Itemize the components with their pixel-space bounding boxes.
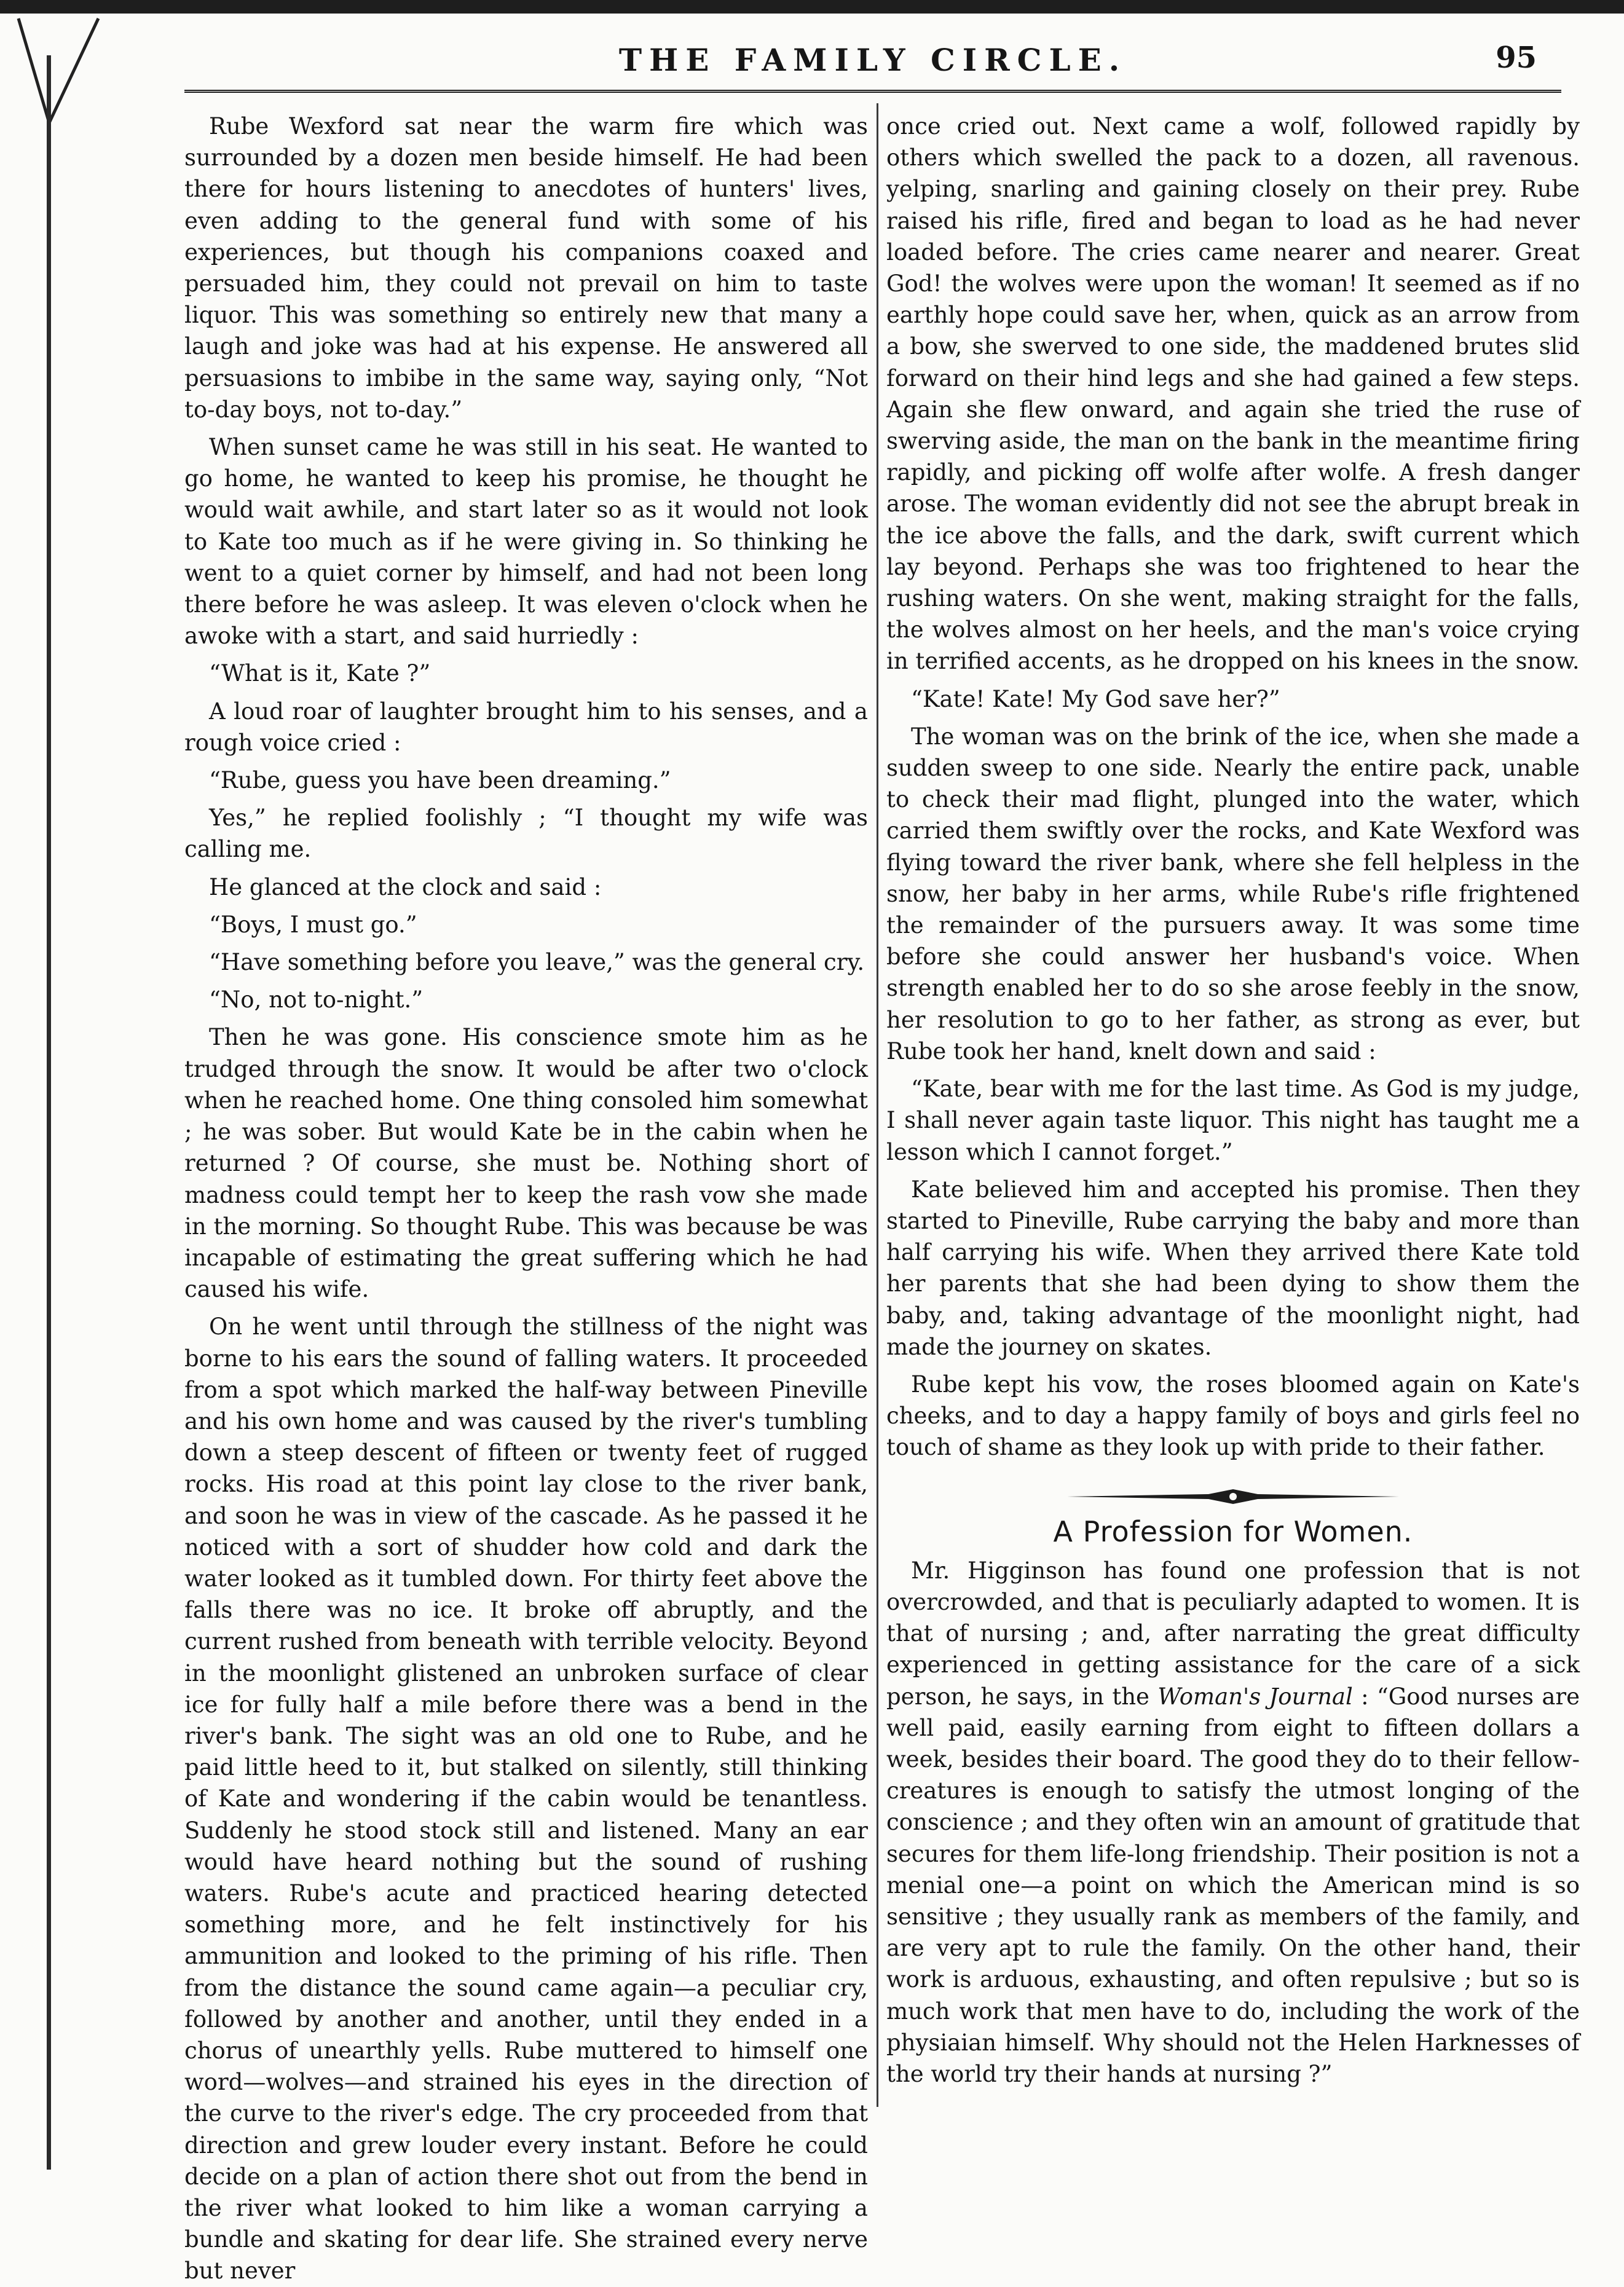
paragraph: “Kate! Kate! My God save her?” <box>911 685 1280 712</box>
paragraph: Rube Wexford sat near the warm fire which was surrounded by a dozen men beside himself. He had been there for hours listening to anecdotes of hunters' lives, even adding to the general fund with some of his experiences, but though his companions coaxed and persuaded him, they could not prevail on him to taste liquor. This was something so entirely new that many a laugh and joke was had at his expense. He answered all persuasions to imbibe in the same way, saying only, “Not to-day boys, not to-day.” <box>184 113 868 423</box>
binding-mark-icon <box>12 12 104 135</box>
ornament-divider-icon <box>1067 1488 1399 1505</box>
paragraph: “Rube, guess you have been dreaming.” <box>209 767 671 794</box>
right-column <box>886 111 1580 2132</box>
paragraph: Then he was gone. His conscience smote him as he trudged through the snow. It would be after two o'clock when he reached home. One thing consoled him somewhat ; he was sober. But would Kate be in the cabin when he returned ? Of course, she must be. Nothing short of madness could tempt her to keep the rash vow she made in the morning. So thought Rube. This was because be was incapable of estimating the great suffering which he had caused his wife. <box>184 1024 868 1303</box>
top-edge-band <box>0 0 1624 14</box>
paragraph-part: Mr. Higginson has found one profession that is not overcrowded, and that is peculiarly adapted to women. It is that of nursing ; and, after narrating the great difficulty experienced in getting assistance for the care of a sick person, he says, in the <box>886 1557 1580 1710</box>
paragraph: “Kate, bear with me for the last time. As God is my judge, I shall never again taste liquor. This night has taught me a lesson which I cannot forget.” <box>886 1076 1580 1165</box>
section-title: A Profession for Women. <box>1053 1514 1413 1548</box>
paragraph: once cried out. Next came a wolf, followed rapidly by others which swelled the pack to a dozen, all ravenous. yelping, snarling and gaining closely on their prey. Rube raised his rifle, fired and began to load as he had never loaded before. The cries came nearer and nearer. Great God! the wolves were upon the woman! It seemed as if no earthly hope could save her, when, quick as an arrow from a bow, she swerved to one side, the maddened brutes slid forward on their hind legs and she had gained a few steps. Again she flew onward, and again she tried the ruse of swerving aside, the man on the bank in the meantime firing rapidly, and picking off wolfe after wolfe. A fresh danger arose. The woman evidently did not see the abrupt break in the ice above the falls, and the dark, swift current which lay beyond. Perhaps she was too frightened to hear the rushing waters. On she went, making straight for the falls, the wolves almost on her heels, and the man's voice crying in terrified accents, as he dropped on his knees in the snow. <box>886 113 1580 675</box>
paragraph: “What is it, Kate ?” <box>209 660 431 687</box>
paragraph: On he went until through the stillness of the night was borne to his ears the sound of falling waters. It proceeded from a spot which marked the half-way between Pineville and his own home and was caused by the river's tumbling down a steep descent of fifteen or twenty feet of rugged rocks. His road at this point lay close to the river bank, and soon he was in view of the cascade. As he passed it he noticed with a sort of shudder how cold and dark the water looked as it tumbled down. For thirty feet above the falls there was no ice. It broke off abruptly, and the current rushed from beneath with terrible velocity. Beyond in the moonlight glistened an unbroken surface of clear ice for fully half a mile before there was a bend in the river's bank. The sight was an old one to Rube, and he paid little heed to it, but stalked on silently, still thinking of Kate and wondering if the cabin would be tenantless. Suddenly he stood stock still and listened. Many an ear would have heard nothing but the sound of rushing waters. Rube's acute and practiced hearing detected something more, and he felt instinctively for his ammunition and looked to the priming of his rifle. Then from the distance the sound came again—a peculiar cry, followed by another and another, until they ended in a chorus of unearthly yells. Rube muttered to himself one word—wolves—and strained his eyes in the direction of the curve to the river's edge. The cry proceeded from that direction and grew louder every instant. Before he could decide on a plan of action there shot out from the bend in the river what looked to him like a woman carrying a bundle and skating for dear life. She strained every nerve but never <box>184 1313 868 2285</box>
paragraph: When sunset came he was still in his seat. He wanted to go home, he wanted to keep his promise, he thought he would wait awhile, and start later so as it would not look to Kate too much as if he were giving in. So thinking he went to a quiet corner by himself, and had not been long there before he was asleep. It was eleven o'clock when he awoke with a start, and said hurriedly : <box>184 434 868 650</box>
journal-name: Woman's Journal <box>1157 1683 1353 1710</box>
column-divider <box>877 103 878 2107</box>
page-header <box>184 34 1561 93</box>
paragraph-part: : “Good nurses are well paid, easily earning from eight to fifteen dollars a week, besides their board. The good they do to their fellow-creatures is enough to satisfy the utmost longing of the conscience ; and they often win an amount of gratitude that secures for them life-long friendship. Their position is not a menial one—a point on which the American mind is so sensitive ; they usually rank as members of the family, and are very apt to rule the family. On the other hand, their work is arduous, exhausting, and often repulsive ; but so is much work that men have to do, including the work of the physiaian himself. Why should not the Helen Harknesses of the world try their hands at nursing ?” <box>886 1683 1580 2087</box>
paragraph: The woman was on the brink of the ice, when she made a sudden sweep to one side. Nearly the entire pack, unable to check their mad flight, plunged into the water, which carried them swiftly over the rocks, and Kate Wexford was flying toward the river bank, where she fell helpless in the snow, her baby in her arms, while Rube's rifle frightened the remainder of the pursuers away. It was some time before she could answer her husband's voice. When strength enabled her to do so she arose feebly in the snow, her resolution to go to her father, as strong as ever, but Rube took her hand, knelt down and said : <box>886 723 1580 1065</box>
paragraph: Yes,” he replied foolishly ; “I thought my wife was calling me. <box>184 805 868 863</box>
paragraph <box>886 1555 1580 2090</box>
running-title: THE FAMILY CIRCLE. <box>618 42 1127 78</box>
paragraph: He glanced at the clock and said : <box>209 873 602 900</box>
left-margin-line <box>47 55 51 2170</box>
paragraph: Rube kept his vow, the roses bloomed again on Kate's cheeks, and to day a happy family of boys and girls feel no touch of shame as they look up with pride to their father. <box>886 1371 1580 1461</box>
paragraph: “No, not to-night.” <box>209 986 424 1014</box>
paragraph: Kate believed him and accepted his promise. Then they started to Pineville, Rube carrying the baby and more than half carrying his wife. When they arrived there Kate told her parents that she had been dying to show them the baby, and, taking advantage of the moonlight night, had made the journey on skates. <box>886 1176 1580 1360</box>
paragraph: “Boys, I must go.” <box>209 911 417 938</box>
left-column <box>184 111 868 2285</box>
paragraph: “Have something before you leave,” was the general cry. <box>209 949 865 976</box>
page-number: 95 <box>1496 41 1537 75</box>
paragraph: A loud roar of laughter brought him to his senses, and a rough voice cried : <box>184 698 868 756</box>
